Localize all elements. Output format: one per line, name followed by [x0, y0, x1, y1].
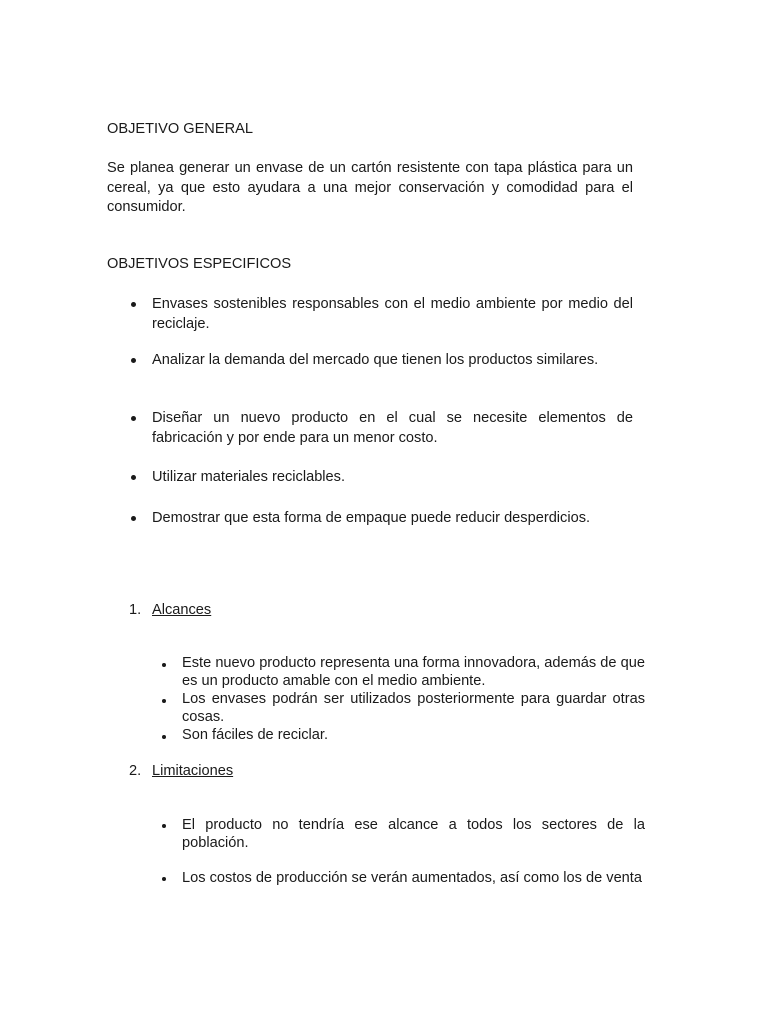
list-item: Utilizar materiales reciclables. — [152, 467, 633, 487]
list-item: Demostrar que esta forma de empaque puede reducir desperdicios. — [152, 508, 633, 528]
general-objective-heading: OBJETIVO GENERAL — [107, 121, 253, 137]
list-item: El producto no tendría ese alcance a todos los sectores de la población. — [182, 817, 645, 851]
list-item: Los envases podrán ser utilizados posteriormente para guardar otras cosas. — [182, 691, 645, 725]
list-item: Los costos de producción se verán aumentados, así como los de venta — [182, 869, 645, 887]
list-item: Son fáciles de reciclar. — [182, 727, 645, 745]
specific-objectives-heading: OBJETIVOS ESPECIFICOS — [107, 256, 292, 272]
list-item: Este nuevo producto representa una forma innovadora, además de que es un producto amable con el medio ambiente. — [182, 655, 645, 689]
section-number: 2. — [129, 763, 142, 779]
section-title-alcances: Alcances — [152, 602, 212, 618]
general-objective-paragraph: Se planea generar un envase de un cartón resistente con tapa plástica para un cereal, ya que esto ayudara a una mejor conservación y comodidad para el consumidor. — [107, 160, 633, 215]
list-item: Envases sostenibles responsables con el medio ambiente por medio del reciclaje. — [152, 296, 633, 332]
list-item: Analizar la demanda del mercado que tienen los productos similares. — [152, 350, 633, 370]
list-item: Diseñar un nuevo producto en el cual se necesite elementos de fabricación y por ende para un menor costo. — [152, 410, 633, 446]
section-title-limitaciones: Limitaciones — [152, 763, 234, 779]
section-number: 1. — [129, 602, 142, 618]
